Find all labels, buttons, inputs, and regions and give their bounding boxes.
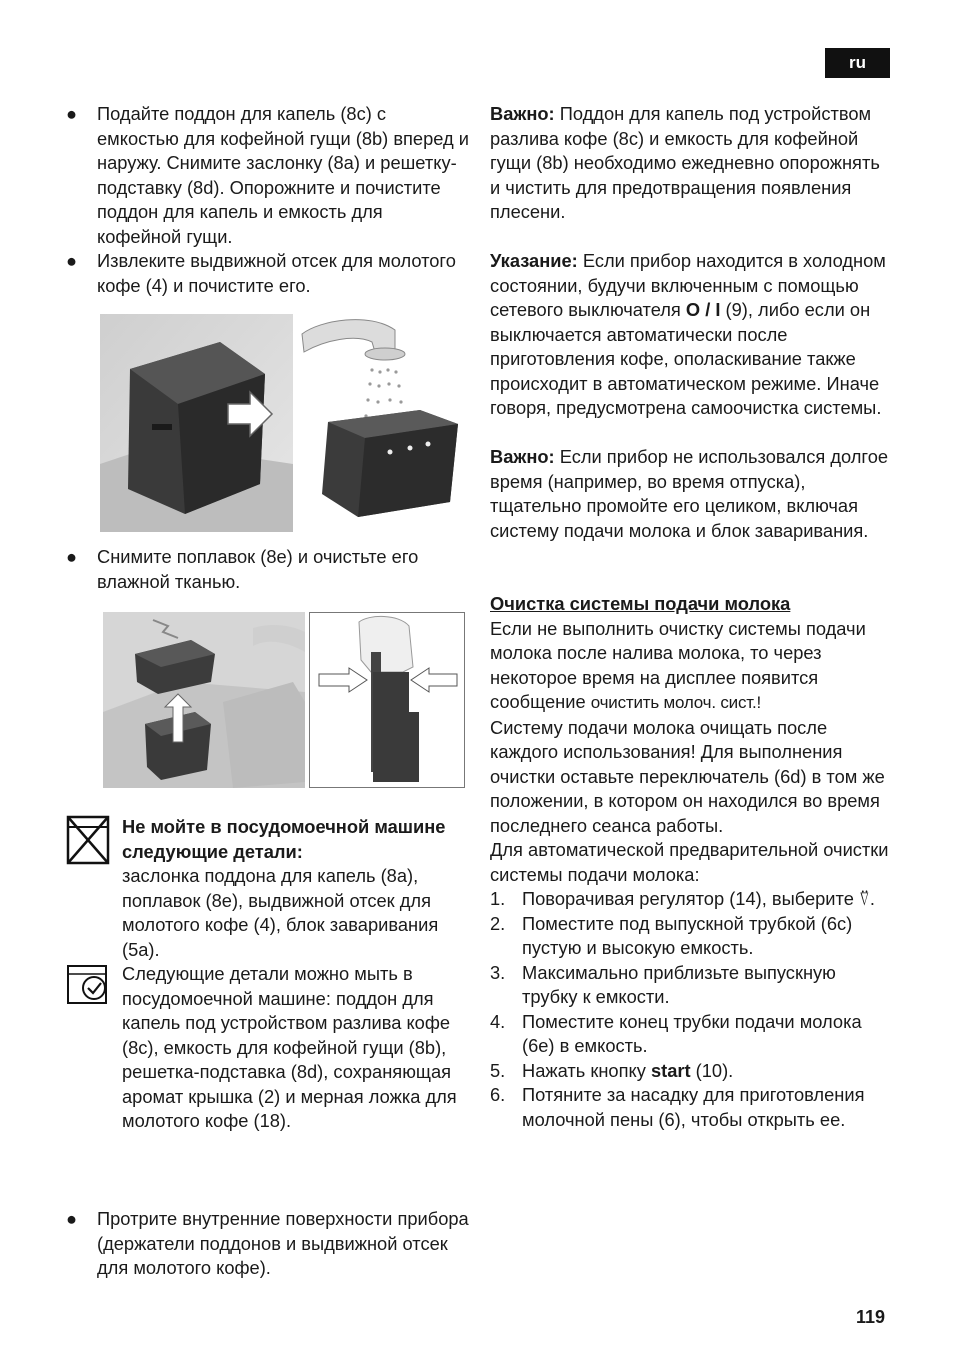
figure-drawer-removal (100, 314, 293, 532)
no-dishwasher-icon (66, 815, 122, 962)
important-note (490, 102, 890, 225)
list-item (490, 961, 890, 1010)
left-column-part3 (66, 1207, 471, 1281)
dishwasher-safe-icon (66, 962, 122, 1134)
paragraph (490, 617, 890, 716)
note-text: Следующие детали можно мыть в посудомоечной машине: поддон для капель под устройством разлива кофе (8c), емкость для кофейной гущи (8b), решетка-подставка (8d), сохраняющая аромат крышка (2) и мерная ложка для молотого кофе (18). (122, 963, 457, 1131)
list-item (66, 545, 471, 594)
figure-float-detail (309, 612, 465, 788)
figure-drawer-rinse (300, 312, 466, 522)
important-note (490, 445, 890, 543)
paragraph: Для автоматической предварительной очистки системы подачи молока: (490, 839, 889, 885)
display-message: очистить молоч. сист.! (590, 693, 762, 712)
step-number: 3. (490, 961, 506, 983)
note-heading: Не мойте в посудомоечной машине следующие детали: (122, 816, 446, 862)
list-item (66, 1207, 471, 1281)
milk-clean-symbol-icon: ⍢. (858, 888, 875, 909)
step-text: Максимально приблизьте выпускную трубку к емкости. (522, 961, 836, 1007)
page-number: 119 (856, 1307, 886, 1327)
steps-list (490, 887, 890, 1132)
hint-text: Если прибор находится в холодном состоянии, будучи включенным с помощью сетевого выключателя (490, 250, 886, 320)
left-column-part2 (66, 545, 471, 594)
bullet-icon: ● (66, 546, 78, 567)
dishwasher-notes (66, 815, 466, 1134)
language-badge: ru (825, 48, 890, 78)
step-number: 4. (490, 1010, 506, 1032)
important-text: Поддон для капель под устройством разлива кофе (8c) и емкость для кофейной гущи (8b) необходимо ежедневно опорожнять и чистить для предотвращения появления плесени. (490, 103, 880, 222)
list-item (66, 102, 471, 249)
hint-text: (9), либо если он выключается автоматически после приготовления кофе, ополаскивание также происходит в автоматическом режиме. Иначе говоря, предусмотрена самоочистка системы. (490, 299, 882, 418)
paragraph-text: Если не выполнить очистку системы подачи молока после налива молока, то через некоторое время на дисплее появится сообщение (490, 617, 866, 712)
instruction-text: Подайте поддон для капель (8c) с емкостью для кофейной гущи (8b) вперед и наружу. Снимите заслонку (8a) и решетку-подставку (8d). Опорожните и почистите поддон для капель и емкость для кофейной гущи. (97, 103, 469, 247)
bullet-icon: ● (66, 250, 78, 271)
hint-label: Указание: (490, 250, 578, 271)
step-number: 1. (490, 888, 506, 909)
step-text: (10). (690, 1059, 734, 1081)
note-text: заслонка поддона для капель (8a), поплавок (8e), выдвижной отсек для молотого кофе (4), блок заваривания (5a). (122, 865, 439, 960)
step-text: Поместите конец трубки подачи молока (6e) в емкость. (522, 1010, 862, 1056)
paragraph: Систему подачи молока очищать после каждого использования! Для выполнения очистки оставьте переключатель (6d) в том же положении, в котором он находился во время последнего сеанса работы. (490, 716, 885, 836)
start-button-label: start (650, 1059, 691, 1081)
instruction-text: Снимите поплавок (8e) и очистьте его влажной тканью. (97, 546, 419, 592)
list-item (490, 1010, 890, 1059)
bullet-icon: ● (66, 1208, 78, 1229)
power-switch-symbol: O / I (685, 299, 721, 320)
step-number: 2. (490, 912, 506, 934)
not-dishwasher-safe-note (66, 815, 466, 962)
bullet-icon: ● (66, 103, 78, 124)
right-column (490, 102, 890, 1132)
step-text: Нажать кнопку (522, 1059, 651, 1081)
important-text: Если прибор не использовался долгое время (например, во время отпуска), тщательно промойте его целиком, включая систему подачи молока и блок заваривания. (490, 446, 889, 541)
hint-note (490, 249, 890, 421)
section-heading: Очистка системы подачи молока (490, 593, 791, 614)
list-item (66, 249, 471, 298)
instruction-text: Извлеките выдвижной отсек для молотого кофе (4) и почистите его. (97, 250, 456, 296)
list-item (490, 1083, 890, 1132)
step-number: 5. (490, 1059, 506, 1081)
step-text: Поворачивая регулятор (14), выберите (522, 888, 859, 909)
step-text: Потяните за насадку для приготовления молочной пены (6), чтобы открыть ее. (522, 1084, 865, 1130)
important-label: Важно: (490, 103, 555, 124)
left-column (66, 102, 471, 298)
step-number: 6. (490, 1084, 506, 1105)
list-item (490, 912, 890, 961)
list-item (490, 887, 890, 912)
instruction-text: Протрите внутренние поверхности прибора (держатели поддонов и выдвижной отсек для молотого кофе). (97, 1208, 469, 1278)
step-text: Поместите под выпускной трубкой (6c) пустую и высокую емкость. (522, 912, 853, 958)
important-label: Важно: (490, 446, 555, 467)
figure-float-removal (103, 612, 305, 788)
dishwasher-safe-note (66, 962, 466, 1134)
list-item (490, 1059, 890, 1084)
